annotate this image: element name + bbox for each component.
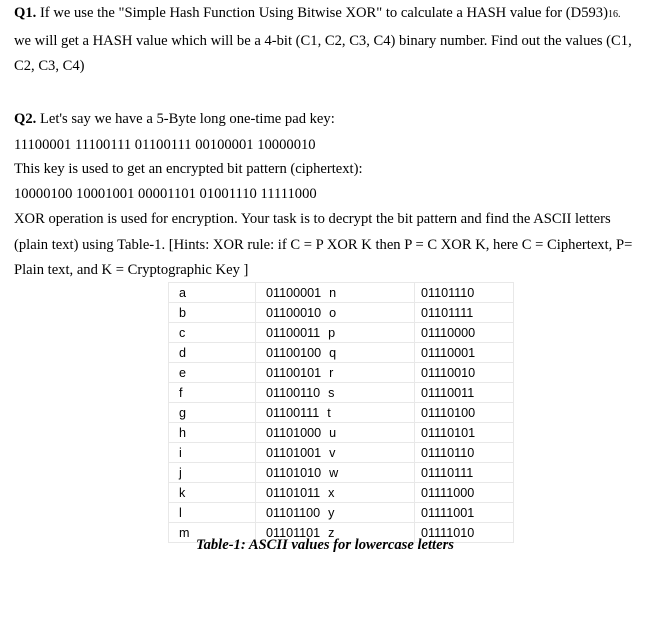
binary-code: 01100110 (266, 385, 321, 400)
letter: n (329, 285, 337, 300)
letter: u (329, 425, 337, 440)
code-letter-cell (256, 503, 415, 523)
letter: o (329, 305, 337, 320)
binary-code: 01100100 (266, 345, 322, 360)
letter-cell (169, 383, 256, 403)
q1-line-2: we will get a HASH value which will be a 4-bit (C1, C2, C3, C4) binary number. Find out the values (C1, (14, 33, 632, 49)
letter-cell (169, 483, 256, 503)
code-letter-cell (256, 403, 415, 423)
code-cell (415, 403, 514, 423)
letter: y (328, 505, 335, 520)
code-cell (415, 323, 514, 343)
table-row (169, 343, 514, 363)
letter-cell (169, 363, 256, 383)
q2-label: Q2. (14, 111, 37, 127)
q2-task-line-3: Plain text, and K = Cryptographic Key ] (14, 262, 249, 278)
code-letter-cell (256, 283, 415, 303)
binary-code: 01101100 (266, 505, 321, 520)
table-row (169, 283, 514, 303)
letter-cell (169, 303, 256, 323)
binary-code: 01110110 (421, 445, 475, 460)
code-letter-cell (256, 303, 415, 323)
binary-code: 01110111 (421, 465, 474, 480)
binary-code: 01101110 (421, 285, 475, 300)
letter: q (329, 345, 337, 360)
code-letter-cell (256, 363, 415, 383)
binary-code: 01110011 (421, 385, 475, 400)
table-row (169, 503, 514, 523)
binary-code: 01100010 (266, 305, 322, 320)
q2-text-1: Let's say we have a 5-Byte long one-time pad key: (36, 111, 335, 127)
code-cell (415, 383, 514, 403)
table-row (169, 383, 514, 403)
code-cell (415, 343, 514, 363)
code-letter-cell (256, 443, 415, 463)
table-row (169, 443, 514, 463)
table-caption: Table-1: ASCII values for lowercase letters (196, 537, 454, 553)
table-row (169, 463, 514, 483)
code-cell (415, 423, 514, 443)
letter-cell (169, 423, 256, 443)
binary-code: 01110000 (421, 325, 476, 340)
letter-cell (169, 503, 256, 523)
binary-code: 01101010 (266, 465, 322, 480)
letter-cell (169, 403, 256, 423)
table-row (169, 403, 514, 423)
binary-code: 01100001 (266, 285, 322, 300)
letter: k (179, 485, 186, 500)
binary-code: 01110100 (421, 405, 476, 420)
q2-key: 11100001 11100111 01100111 00100001 10000010 (14, 137, 316, 153)
code-cell (415, 303, 514, 323)
code-cell (415, 503, 514, 523)
letter-cell (169, 323, 256, 343)
code-letter-cell (256, 343, 415, 363)
binary-code: 01111000 (421, 485, 475, 500)
binary-code: 01100011 (266, 325, 321, 340)
table-row (169, 303, 514, 323)
letter: p (328, 325, 336, 340)
table-row (169, 423, 514, 443)
letter: j (179, 465, 182, 480)
table-row (169, 363, 514, 383)
q2-line-1 (14, 110, 642, 129)
letter-cell (169, 283, 256, 303)
code-letter-cell (256, 483, 415, 503)
letter: m (179, 525, 190, 540)
binary-code: 01101000 (266, 425, 322, 440)
letter: e (179, 365, 187, 380)
binary-code: 01101001 (266, 445, 322, 460)
letter: c (179, 325, 186, 340)
letter: t (327, 405, 331, 420)
binary-code: 01101011 (266, 485, 321, 500)
letter-cell (169, 463, 256, 483)
q1-line-1 (14, 4, 642, 24)
binary-code: 01101111 (421, 305, 474, 320)
q2-task-line-2: (plain text) using Table-1. [Hints: XOR rule: if C = P XOR K then P = C XOR K, here C = Ciphertext, P= (14, 237, 633, 253)
code-letter-cell (256, 423, 415, 443)
q1-subscript: 16. (607, 9, 621, 20)
q2-ciphertext: 10000100 10001001 00001101 01001110 11111000 (14, 186, 317, 202)
code-cell (415, 483, 514, 503)
letter: h (179, 425, 187, 440)
code-cell (415, 463, 514, 483)
code-cell (415, 363, 514, 383)
letter: a (179, 285, 187, 300)
letter: z (328, 525, 335, 540)
letter: l (179, 505, 182, 520)
q1-line-3: C2, C3, C4) (14, 58, 85, 74)
q1-text-1: If we use the "Simple Hash Function Using Bitwise XOR" to calculate a HASH value for (D593) (36, 5, 608, 21)
binary-code: 01101101 (266, 525, 321, 540)
letter: s (328, 385, 335, 400)
binary-code: 01110101 (421, 425, 476, 440)
letter: i (179, 445, 182, 460)
code-cell (415, 443, 514, 463)
code-letter-cell (256, 323, 415, 343)
letter: r (329, 365, 334, 380)
letter: x (328, 485, 335, 500)
letter: v (329, 445, 336, 460)
binary-code: 01100101 (266, 365, 322, 380)
binary-code: 01100111 (266, 405, 320, 420)
code-letter-cell (256, 463, 415, 483)
letter-cell (169, 443, 256, 463)
table-row (169, 483, 514, 503)
binary-code: 01110010 (421, 365, 476, 380)
letter: f (179, 385, 183, 400)
table-row (169, 323, 514, 343)
code-cell (415, 283, 514, 303)
q1-label: Q1. (14, 5, 37, 21)
ascii-table (168, 282, 514, 543)
q2-task-line-1: XOR operation is used for encryption. Your task is to decrypt the bit pattern and find the ASCII letters (14, 211, 611, 227)
code-letter-cell (256, 383, 415, 403)
letter: b (179, 305, 187, 320)
binary-code: 01110001 (421, 345, 476, 360)
letter-cell (169, 343, 256, 363)
letter: d (179, 345, 187, 360)
letter: g (179, 405, 187, 420)
q2-cipher-intro: This key is used to get an encrypted bit pattern (ciphertext): (14, 161, 363, 177)
letter: w (329, 465, 339, 480)
binary-code: 01111001 (421, 505, 475, 520)
ascii-table-body (169, 283, 514, 543)
binary-code: 01111010 (421, 525, 475, 540)
